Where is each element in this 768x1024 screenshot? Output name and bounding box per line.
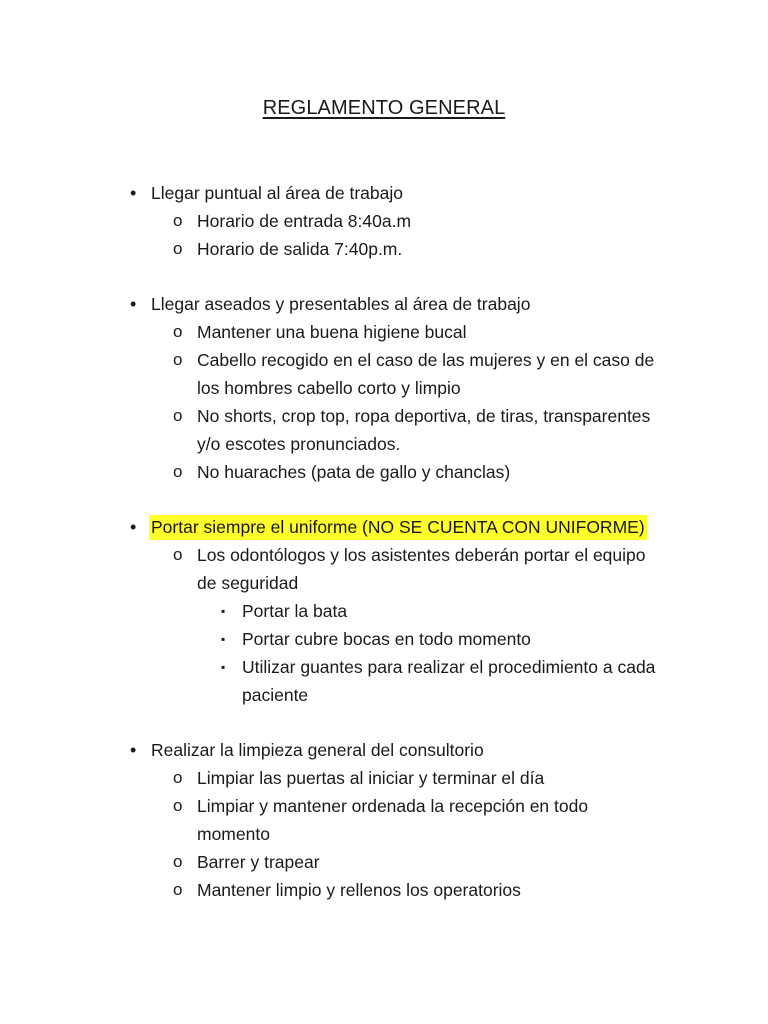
rule-item-text: No shorts, crop top, ropa deportiva, de tiras, transparentes y/o escotes pronunciados. [197, 406, 651, 454]
rule-item [124, 235, 664, 263]
rule-item [124, 541, 664, 597]
rule-subitem-text: Portar la bata [242, 601, 348, 621]
rule-heading-text: Realizar la limpieza general del consultorio [151, 740, 484, 760]
circle-marker: o [173, 796, 183, 815]
circle-marker: o [173, 880, 183, 899]
rule-section [124, 290, 664, 486]
square-marker: ▪ [221, 660, 226, 674]
rule-heading [124, 736, 664, 764]
bullet-marker: • [130, 183, 137, 203]
rule-subitem-text: Portar cubre bocas en todo momento [242, 629, 531, 649]
document-title: REGLAMENTO GENERAL [262, 97, 506, 119]
circle-marker: o [173, 768, 183, 787]
circle-marker: o [173, 545, 183, 564]
rule-section [124, 736, 664, 904]
rule-item-text: Horario de salida 7:40p.m. [197, 239, 403, 259]
rule-item [124, 764, 664, 792]
rule-item-text: No huaraches (pata de gallo y chanclas) [197, 462, 511, 482]
rule-item-text: Barrer y trapear [197, 852, 320, 872]
rule-item-text: Horario de entrada 8:40a.m [197, 211, 412, 231]
rule-item-text: Limpiar y mantener ordenada la recepción en todo momento [197, 796, 589, 844]
rule-subitem [124, 597, 664, 625]
rule-item [124, 346, 664, 402]
circle-marker: o [173, 350, 183, 369]
bullet-marker: • [130, 517, 137, 537]
circle-marker: o [173, 239, 183, 258]
circle-marker: o [173, 406, 183, 425]
rule-item [124, 458, 664, 486]
rule-heading-text: Llegar puntual al área de trabajo [151, 183, 403, 203]
rule-section [124, 513, 664, 709]
rule-item [124, 318, 664, 346]
rule-heading [124, 290, 664, 318]
rule-heading-text: Llegar aseados y presentables al área de trabajo [151, 294, 531, 314]
rule-heading-highlighted [124, 513, 664, 541]
bullet-marker: • [130, 740, 137, 760]
rule-heading-text: Portar siempre el uniforme (NO SE CUENTA CON UNIFORME) [149, 515, 647, 540]
rule-item [124, 848, 664, 876]
rule-subitem [124, 653, 664, 709]
bullet-marker: • [130, 294, 137, 314]
circle-marker: o [173, 462, 183, 481]
rule-item [124, 402, 664, 458]
rule-heading [124, 179, 664, 207]
rule-item-text: Mantener limpio y rellenos los operatorios [197, 880, 521, 900]
rule-item-text: Cabello recogido en el caso de las mujeres y en el caso de los hombres cabello corto y limpio [197, 350, 655, 398]
rule-subitem [124, 625, 664, 653]
square-marker: ▪ [221, 632, 226, 646]
rule-item [124, 792, 664, 848]
circle-marker: o [173, 852, 183, 871]
rule-item-text: Limpiar las puertas al iniciar y terminar el día [197, 768, 545, 788]
square-marker: ▪ [221, 604, 226, 618]
rule-item-text: Mantener una buena higiene bucal [197, 322, 467, 342]
rule-item [124, 876, 664, 904]
circle-marker: o [173, 322, 183, 341]
rule-section [124, 179, 664, 263]
rules-list [124, 179, 664, 931]
rule-subitem-text: Utilizar guantes para realizar el procedimiento a cada paciente [242, 657, 656, 705]
circle-marker: o [173, 211, 183, 230]
rule-item-text: Los odontólogos y los asistentes deberán portar el equipo de seguridad [197, 545, 646, 593]
rule-item [124, 207, 664, 235]
